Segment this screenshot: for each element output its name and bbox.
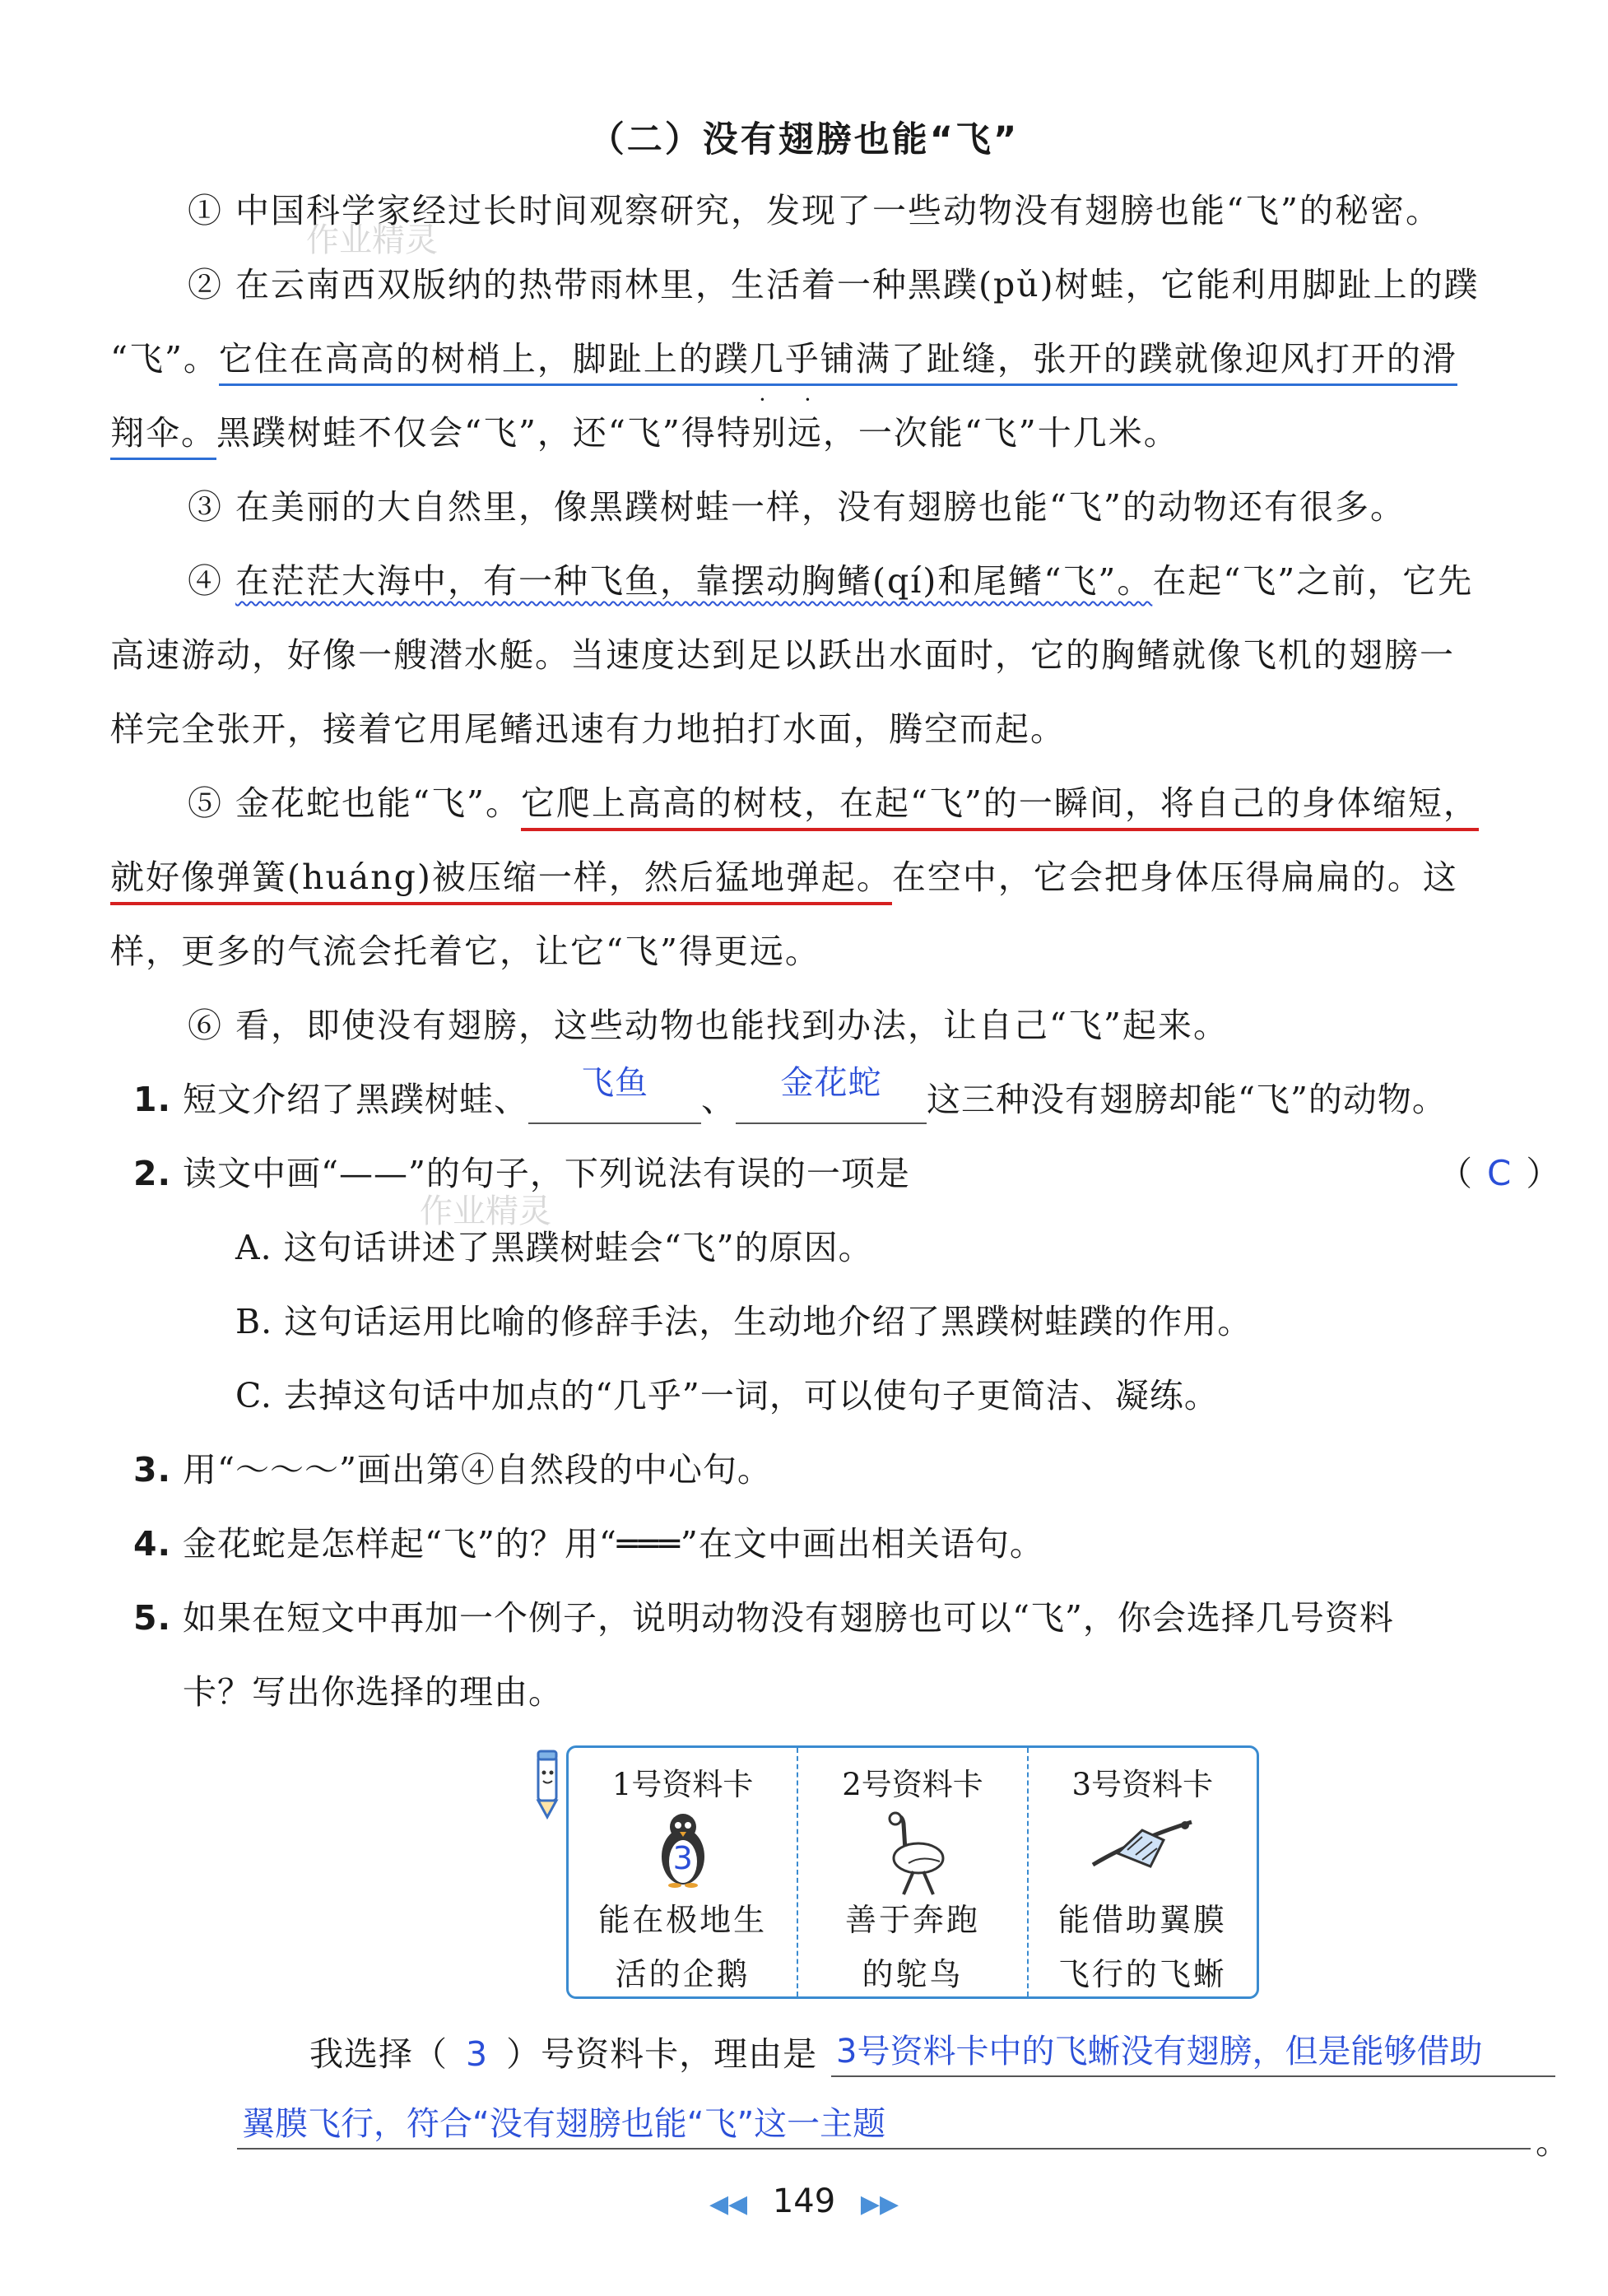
paragraph-1: ① 中国科学家经过长时间观察研究，发现了一些动物没有翅膀也能“飞”的秘密。 (188, 191, 1441, 230)
data-card-2[interactable]: 2号资料卡 善于奔跑 的鸵鸟 (797, 1748, 1026, 1996)
paragraph-5-line-3: 样，更多的气流会托着它，让它“飞”得更远。 (110, 932, 820, 971)
red-underlined-sentence: 它爬上高高的树枝，在起“飞”的一瞬间，将自己的身体缩短， (521, 783, 1479, 831)
dotted-word: 几乎 • • (750, 339, 820, 379)
paragraph-4-line-1: ④ 在茫茫大海中，有一种飞鱼，靠摆动胸鳍(qí)和尾鳍“飞”。在起“飞”之前，它先 (188, 561, 1474, 601)
data-card-1[interactable]: 1号资料卡 3 能在极地生 活的企鹅 (569, 1748, 797, 1996)
data-cards (566, 1745, 1259, 1999)
answer-blank-2[interactable]: 金花蛇 (736, 1083, 927, 1124)
data-card-3[interactable]: 3号资料卡 能借助翼膜 飞行的飞蜥 (1027, 1748, 1257, 1996)
period-mark: 。 (1536, 2122, 1569, 2162)
paragraph-2-line-3: 翔伞。黑蹼树蛙不仅会“飞”，还“飞”得特别远，一次能“飞”十几米。 (110, 408, 1559, 458)
option-b: B. 这句话运用比喻的修辞手法，生动地介绍了黑蹼树蛙蹼的作用。 (235, 1302, 1252, 1341)
paragraph-5-line-1: ⑤ 金花蛇也能“飞”。它爬上高高的树枝，在起“飞”的一瞬间，将自己的身体缩短， (188, 779, 1608, 828)
question-5: 5. 如果在短文中再加一个例子，说明动物没有翅膀也可以“飞”，你会选择几号资料 (133, 1598, 1394, 1638)
paragraph-4-line-2: 高速游动，好像一艘潜水艇。当速度达到足以跃出水面时，它的胸鳍就像飞机的翅膀一 (110, 635, 1455, 675)
question-5-line-2: 卡？写出你选择的理由。 (183, 1672, 563, 1712)
question-1: 1. 短文介绍了黑蹼树蛙、 飞鱼 、 金花蛇 这三种没有翅膀却能“飞”的动物。 (183, 1075, 1447, 1124)
option-c: C. 去掉这句话中加点的“几乎”一词，可以使句子更简洁、凝练。 (235, 1376, 1219, 1415)
next-page-arrows-icon[interactable]: ▶▶ (860, 2190, 899, 2219)
handwritten-answer: C (1487, 1153, 1512, 1193)
flying-lizard-icon (1085, 1807, 1200, 1889)
handwritten-choice[interactable]: 3 (466, 2034, 489, 2074)
paragraph-2-text: “飞”。 (110, 339, 219, 379)
watermark: 作业精灵 (420, 1192, 551, 1230)
handwritten-mark: 3 (672, 1840, 693, 1876)
watermark: 作业精灵 (306, 221, 438, 259)
pencil-mascot-icon (532, 1748, 565, 1820)
paragraph-2-line-1: ② 在云南西双版纳的热带雨林里，生活着一种黑蹼(pǔ)树蛙，它能利用脚趾上的蹼 (188, 265, 1480, 304)
red-underlined-sentence-end: 就好像弹簧(huáng)被压缩一样，然后猛地弹起。 (110, 858, 892, 905)
question-2: 2. 读文中画“——”的句子，下列说法有误的一项是 (133, 1154, 910, 1193)
question-3: 3. 用“～～～”画出第④自然段的中心句。 (133, 1450, 772, 1490)
underlined-sentence: 它住在高高的树梢上，脚趾上的蹼几乎 • •铺满了趾缝，张开的蹼就像迎风打开的滑 (219, 339, 1457, 386)
handwritten-reason-1: 3号资料卡中的飞蜥没有翅膀，但是能够借助 (836, 2033, 1483, 2071)
paragraph-2-line-2 (110, 334, 1559, 383)
ostrich-icon (867, 1807, 958, 1899)
option-a: A. 这句话讲述了黑蹼树蛙会“飞”的原因。 (235, 1228, 873, 1267)
page-number: 149 (772, 2182, 836, 2220)
question-2-answer-box[interactable]: （ C ） (1438, 1153, 1560, 1193)
paragraph-4-line-3: 样完全张开，接着它用尾鳍迅速有力地拍打水面，腾空而起。 (110, 709, 1066, 749)
paragraph-5-line-2: 就好像弹簧(huáng)被压缩一样，然后猛地弹起。在空中，它会把身体压得扁扁的。这 (110, 853, 1559, 902)
handwritten-reason-2: 翼膜飞行，符合“没有翅膀也能“飞”这一主题 (242, 2105, 886, 2143)
answer-blank-1[interactable]: 飞鱼 (528, 1083, 701, 1124)
wavy-underlined-sentence: 在茫茫大海中，有一种飞鱼，靠摆动胸鳍(qí)和尾鳍“飞”。 (235, 561, 1153, 601)
underlined-sentence-end: 翔伞。 (110, 413, 216, 460)
answer-choice-row: 我选择（ 3 ）号资料卡，理由是 (309, 2034, 818, 2074)
reason-line-2[interactable] (237, 2102, 1531, 2150)
page-footer (0, 2182, 1608, 2220)
paragraph-6: ⑥ 看，即使没有翅膀，这些动物也能找到办法，让自己“飞”起来。 (188, 1006, 1229, 1045)
reason-line-1[interactable] (831, 2029, 1555, 2077)
paragraph-3: ③ 在美丽的大自然里，像黑蹼树蛙一样，没有翅膀也能“飞”的动物还有很多。 (188, 487, 1406, 527)
page-title: （二）没有翅膀也能“飞” (588, 119, 1020, 160)
question-4: 4. 金花蛇是怎样起“飞”的？用“═══”在文中画出相关语句。 (133, 1524, 1044, 1564)
prev-page-arrows-icon[interactable]: ◀◀ (709, 2190, 748, 2219)
